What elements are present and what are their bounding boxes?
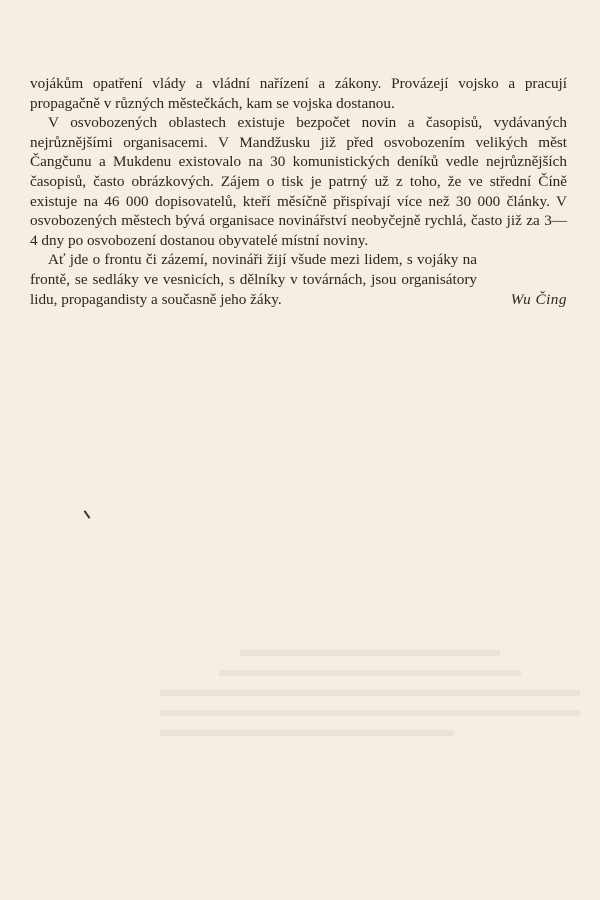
author-signature: Wu Čing <box>510 290 567 308</box>
paragraph-2: V osvobozených oblastech existuje bezpočet novin a časopisů, vydávaných nejrůznějšími organisacemi. V Mandžusku již před osvobozením velikých měst Čangčunu a Mukdenu existovalo na 30 komunistických deníků vedle nejrůznějších časopisů, často obrázkových. Zájem o tisk je patrný už z toho, že ve střední Číně existuje na 46 000 dopisovatelů, kteří měsíčně přispívají více než 30 000 články. V osvobozených městech bývá organisace novinářství neobyčejně rychlá, často již za 3—4 dny po osvobození dostanou obyvatelé místní noviny. <box>30 114 567 249</box>
paragraph-1: vojákům opatření vlády a vládní nařízení a zákony. Provázejí vojsko a pracují propagačně v různých městečkách, kam se vojska dostanou. <box>30 75 567 112</box>
page-text <box>30 74 567 309</box>
closing-paragraph <box>30 250 567 309</box>
bleed-through-text <box>160 650 580 750</box>
paragraph-3: Ať jde o frontu či zázemí, novináři žijí všude mezi lidem, s vojáky na frontě, se sedláky ve vesnicích, s dělníky v továrnách, jsou organisátory lidu, propagandisty a současně jeho žáky. <box>30 251 477 308</box>
stray-ink-mark <box>84 510 91 519</box>
